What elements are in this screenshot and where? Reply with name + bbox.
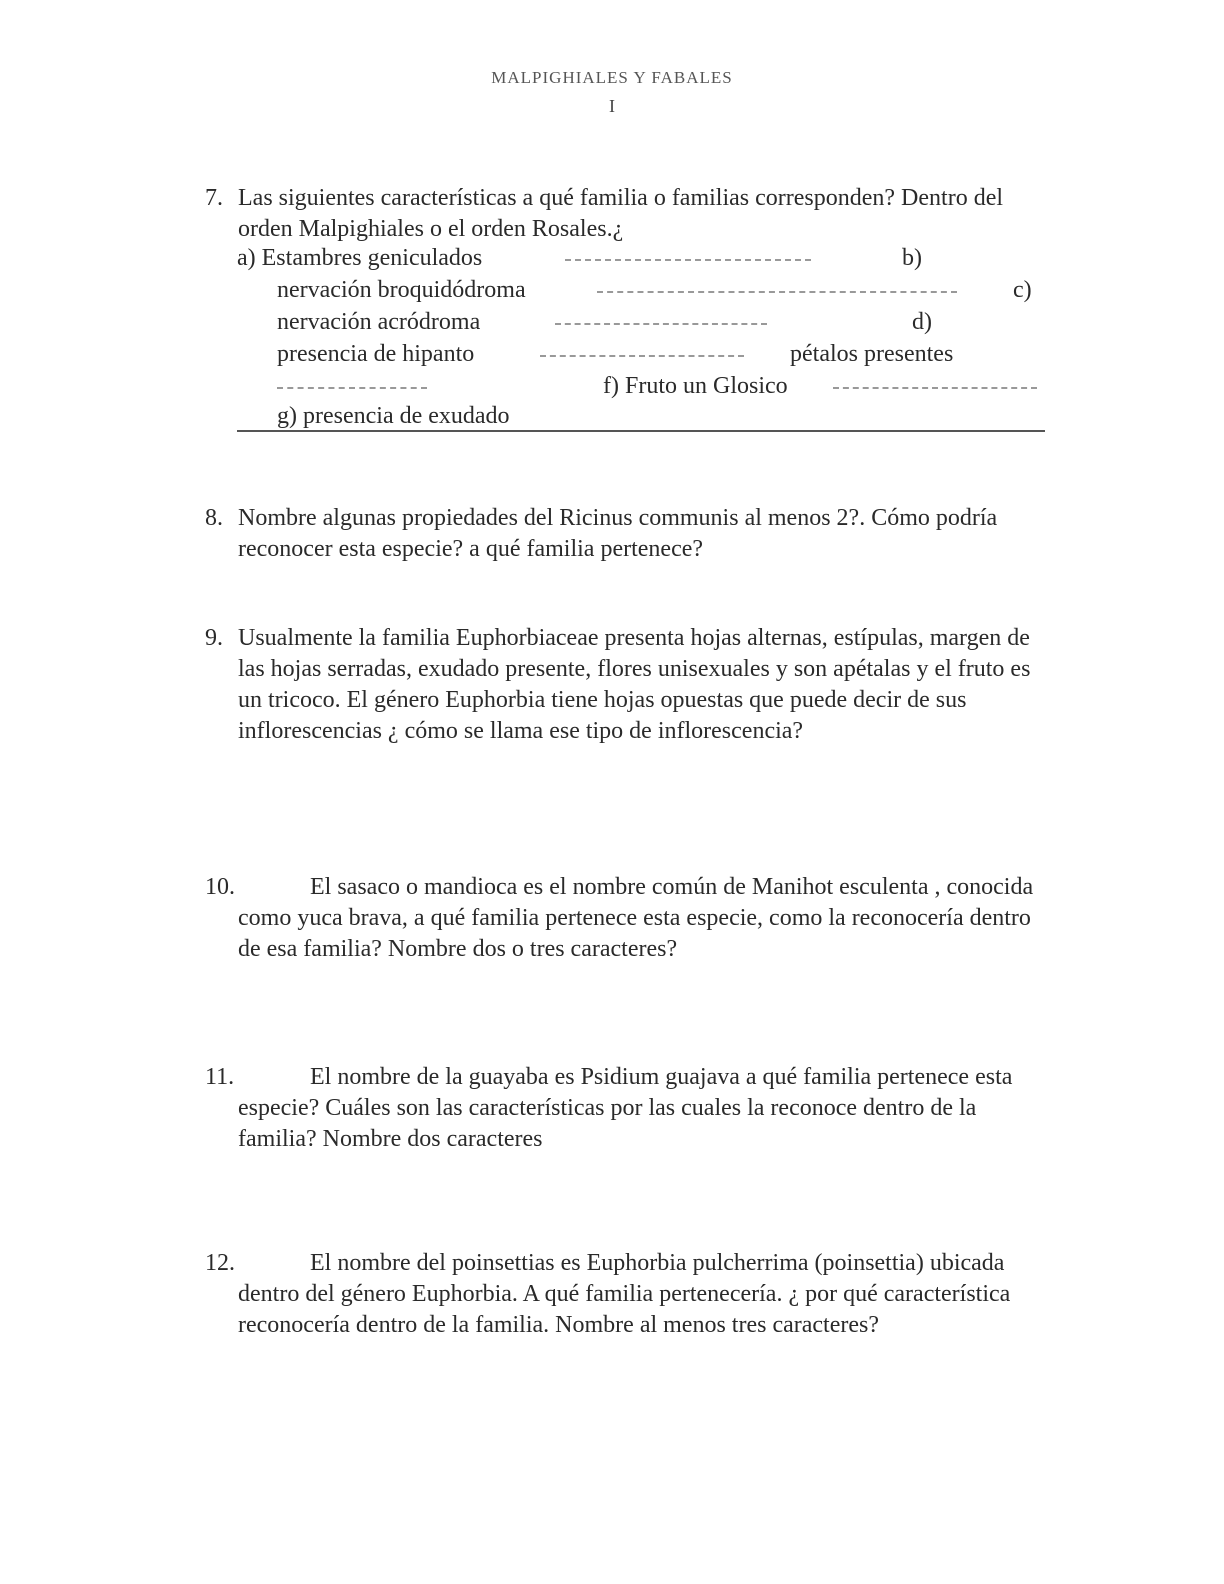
q7-options: [237, 245, 1047, 435]
answer-blank-d[interactable]: [540, 355, 744, 357]
answer-blank-b[interactable]: [597, 291, 957, 293]
question-11: [205, 1062, 1045, 1155]
answer-blank-a[interactable]: [565, 259, 811, 261]
option-d-text: presencia de hipanto: [277, 341, 475, 367]
question-number: 9.: [205, 625, 223, 651]
page-header: MALPIGHIALES Y FABALES: [491, 68, 733, 87]
question-12: [205, 1248, 1045, 1341]
question-number: 12.: [205, 1250, 235, 1276]
question-text: Usualmente la familia Euphorbiaceae presenta hojas alternas, estípulas, margen de las hojas serradas, exudado presente, flores unisexuales y son apétalas y el fruto es un tricoco. El género Euphorbia tiene hojas opuestas que puede decir de sus inflorescencias ¿ cómo se llama ese tipo de inflorescencia?: [238, 625, 1031, 744]
option-b: b): [902, 245, 922, 271]
option-e: pétalos presentes: [790, 341, 954, 367]
question-text: El nombre de la guayaba es Psidium guajava a qué familia pertenece esta especie? Cuáles son las características por las cuales la reconoce dentro de la familia? Nombre dos caracteres: [238, 1064, 1013, 1152]
question-text: El sasaco o mandioca es el nombre común de Manihot esculenta , conocida como yuca brava, a qué familia pertenece esta especie, como la reconocería dentro de esa familia? Nombre dos o tres caracteres?: [238, 874, 1034, 962]
option-a: a) Estambres geniculados: [237, 245, 483, 271]
question-text: El nombre del poinsettias es Euphorbia pulcherrima (poinsettia) ubicada dentro del género Euphorbia. A qué familia pertenecería. ¿ por qué característica reconocería dentro de la familia. Nombre al menos tres caracteres?: [238, 1250, 1011, 1338]
option-b-text: nervación broquidódroma: [277, 277, 526, 303]
option-c-text: nervación acródroma: [277, 309, 481, 335]
divider: [237, 430, 1045, 432]
question-number: 7.: [205, 185, 223, 211]
question-8: [205, 503, 1045, 565]
question-number: 10.: [205, 874, 235, 900]
question-text: Nombre algunas propiedades del Ricinus communis al menos 2?. Cómo podría reconocer esta especie? a qué familia pertenece?: [238, 505, 998, 562]
answer-blank-e[interactable]: [277, 387, 427, 389]
option-g: g) presencia de exudado: [277, 403, 510, 429]
option-f: f) Fruto un Glosico: [603, 373, 788, 399]
option-c: c): [1013, 277, 1032, 303]
answer-blank-f[interactable]: [833, 387, 1037, 389]
answer-blank-c[interactable]: [555, 323, 767, 325]
question-9: [205, 623, 1045, 747]
question-number: 11.: [205, 1064, 235, 1090]
question-text: Las siguientes características a qué familia o familias corresponden? Dentro del orden Malpighiales o el orden Rosales.¿: [238, 185, 1004, 242]
question-7: [205, 183, 1045, 245]
question-number: 8.: [205, 505, 223, 531]
option-d: d): [912, 309, 932, 335]
page-number: I: [609, 96, 615, 116]
question-10: [205, 872, 1045, 965]
